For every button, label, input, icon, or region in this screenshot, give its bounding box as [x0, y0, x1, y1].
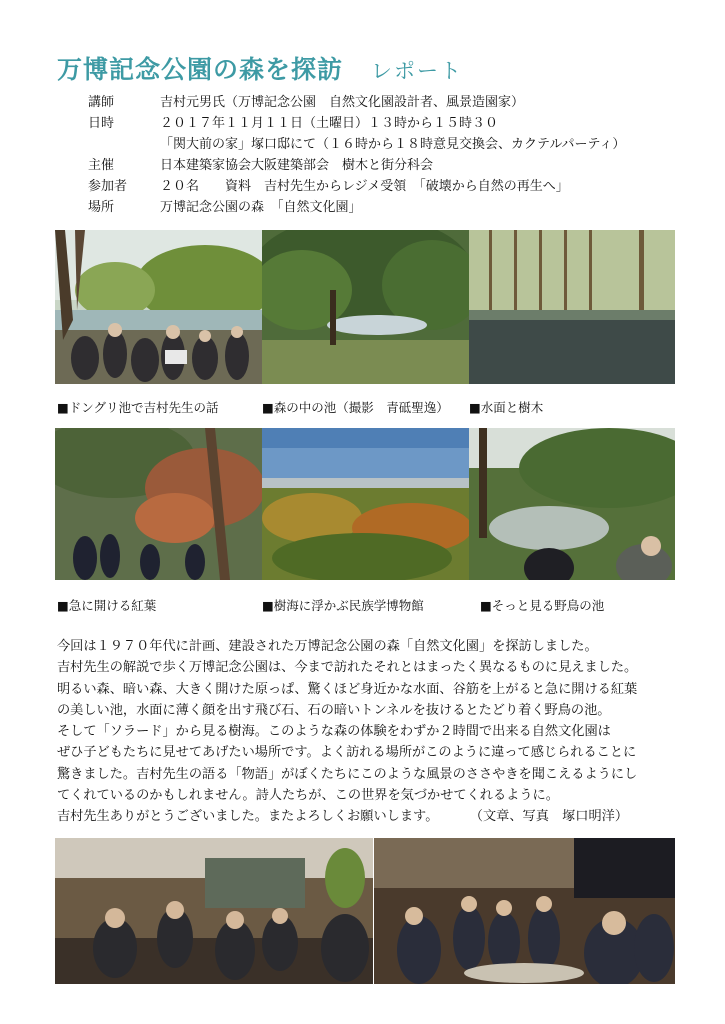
info-label: 日時: [88, 116, 115, 131]
body-line: てくれているのかもしれません。詩人たちが、この世界を気づかせてくれるように。: [57, 788, 559, 804]
info-label: 場所: [88, 200, 115, 215]
photo-caption: ■森の中の池（撮影 青砥聖逸）: [262, 400, 449, 415]
title-sub: レポート: [371, 59, 464, 83]
info-value: 「関大前の家」塚口邸にて（１６時から１８時意見交換会、カクテルパーティ）: [160, 137, 626, 152]
info-value: 吉村元男氏（万博記念公園 自然文化園設計者、風景造園家）: [160, 95, 525, 110]
info-value: ２０１７年１１月１１日（土曜日）１３時から１５時３０: [160, 116, 499, 131]
info-label: 講師: [88, 95, 115, 110]
info-label: 参加者: [88, 179, 128, 194]
body-line: ぜひ子どもたちに見せてあげたい場所です。よく訪れる場所がこのように違って感じられることに: [57, 745, 637, 761]
photo-autumn-leaves: [55, 428, 262, 580]
photo-caption: ■水面と樹木: [469, 400, 544, 415]
info-row-venue: [88, 134, 625, 155]
photo-meeting-room: [55, 838, 373, 984]
event-info: [88, 92, 625, 218]
info-row-lecturer: [88, 92, 625, 113]
credit-text: （文章、写真 塚口明洋）: [476, 809, 629, 825]
page-title: [57, 50, 463, 86]
photo-caption: ■ドングリ池で吉村先生の話: [57, 400, 219, 415]
body-line: の美しい池，水面に薄く顔を出す飛び石、石の暗いトンネルを抜けるとたどり着く野鳥の池。: [57, 702, 611, 718]
body-line: 吉村先生の解説で歩く万博記念公園は、今まで訪れたそれとはまったく異なるものに見えました。: [57, 660, 638, 676]
body-line: 明るい森、暗い森、大きく開けた原っぱ、驚くほど身近かな水面、谷筋を上がると急に開ける紅葉: [57, 681, 638, 697]
info-value: 万博記念公園の森 「自然文化園」: [160, 200, 362, 215]
photo-donguri-pond: [55, 230, 262, 384]
photo-caption: ■そっと見る野鳥の池: [480, 598, 605, 613]
body-line: 今回は１９７０年代に計画、建設された万博記念公園の森「自然文化園」を探訪しました。: [57, 639, 598, 654]
photo-bird-pond: [469, 428, 675, 580]
body-line: そして「ソラード」から見る樹海。このような森の体験をわずか２時間で出来る自然文化園は: [57, 724, 611, 740]
info-row-place: [88, 197, 625, 218]
info-row-date: [88, 113, 625, 134]
info-value: ２０名 資料 吉村先生からレジメ受領 「破壊から自然の再生へ」: [160, 179, 569, 194]
info-row-participants: [88, 176, 625, 197]
closing-text: 吉村先生ありがとうございました。またよろしくお願いします。: [57, 809, 439, 825]
photo-forest-sea-museum: [262, 428, 469, 580]
photo-cocktail-party: [374, 838, 675, 984]
info-value: 日本建築家協会大阪建築部会 樹木と街分科会: [160, 158, 434, 173]
body-line: 驚きました。吉村先生の語る「物語」がぼくたちにこのような風景のささやきを聞こえるようにし: [57, 766, 638, 782]
info-label: 主催: [88, 158, 115, 173]
info-row-organizer: [88, 155, 625, 176]
closing-line: [57, 806, 697, 827]
title-main: 万博記念公園の森を探訪: [57, 55, 344, 84]
photo-water-trees: [469, 230, 675, 384]
report-body: [57, 636, 697, 828]
photo-caption: ■急に開ける紅葉: [57, 598, 157, 613]
photo-forest-pond: [262, 230, 469, 384]
photo-caption: ■樹海に浮かぶ民族学博物館: [262, 598, 424, 613]
